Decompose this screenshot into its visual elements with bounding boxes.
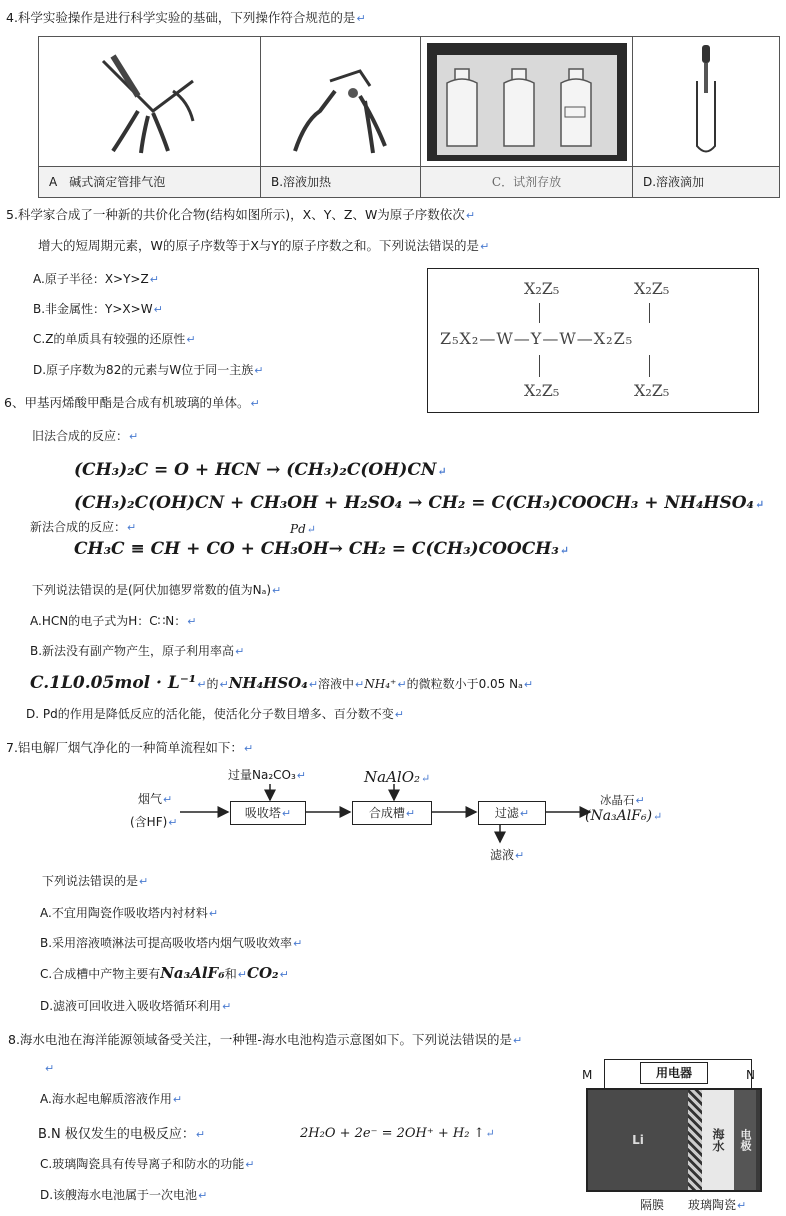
structure-top-right: X₂Z₅ — [634, 279, 670, 298]
q7-filter-box: 过滤↵ — [478, 801, 546, 825]
bond-top-left — [539, 303, 540, 323]
q8-option-b: B.N 极仅发生的电极反应：↵ — [38, 1127, 206, 1142]
q6-option-d: D. Pd的作用是降低反应的活化能，使活化分子数目增多、百分数不变↵ — [26, 707, 404, 721]
q7-product-formula: (Na₃AlF₆)↵ — [585, 808, 663, 824]
structure-bottom-right: X₂Z₅ — [634, 381, 670, 400]
q6-option-a: A.HCN的电子式为H：C∷N：↵ — [30, 614, 197, 628]
q7-synthesis-box: 合成槽↵ — [352, 801, 432, 825]
q7-feed-1: 过量Na₂CO₃↵ — [228, 768, 306, 782]
q7-inlet-label-1: 烟气↵ — [138, 792, 173, 806]
q6-stem: 6、甲基丙烯酸甲酯是合成有机玻璃的单体。↵ — [4, 395, 260, 410]
structure-top-left: X₂Z₅ — [524, 279, 560, 298]
bond-top-right — [649, 303, 650, 323]
q6-question: 下列说法错误的是(阿伏加德罗常数的值为Nₐ)↵ — [32, 583, 282, 597]
battery-body — [586, 1088, 762, 1192]
q7-option-a: A.不宜用陶瓷作吸收塔内衬材料↵ — [40, 906, 219, 920]
q6-equation-1: (CH₃)₂C = O + HCN → (CH₃)₂C(OH)CN↵ — [74, 460, 447, 480]
q5-structure-diagram — [427, 268, 759, 413]
bond-bottom-right — [649, 355, 650, 377]
q4-option-b-cell — [261, 37, 421, 197]
q6-old-label: 旧法合成的反应：↵ — [32, 429, 139, 443]
membrane-label: 隔膜 — [640, 1198, 665, 1212]
q7-option-b: B.采用溶液喷淋法可提高吸收塔内烟气吸收效率↵ — [40, 936, 303, 950]
reagent-bottles-illustration — [425, 41, 629, 163]
q6-equation-3: CH₃C ≡ CH + CO + CH₃OH→ CH₂ = C(CH₃)COOCH₃↵ — [74, 539, 569, 559]
q5-stem-line1: 5.科学家合成了一种新的共价化合物(结构如图所示)，X、Y、Z、W为原子序数依次↵ — [6, 207, 476, 222]
q7-filtrate-label: 滤液↵ — [490, 848, 525, 862]
q4-caption-a: A 碱式滴定管排气泡 — [39, 166, 260, 197]
ceramic-label: 玻璃陶瓷↵ — [688, 1198, 747, 1212]
q7-product-label: 冰晶石↵ — [600, 793, 645, 807]
q6-equation-2: (CH₃)₂C(OH)CN + CH₃OH + H₂SO₄ → CH₂ = C(CH₃)COOCH₃ + NH₄HSO₄↵ — [74, 493, 765, 513]
structure-middle: Z₅X₂—W—Y—W—X₂Z₅ — [440, 329, 634, 348]
q4-caption-d: D.溶液滴加 — [633, 166, 779, 197]
q8-option-c: C.玻璃陶瓷具有传导离子和防水的功能↵ — [40, 1157, 255, 1171]
solution-heating-illustration — [265, 41, 417, 163]
q7-option-d: D.滤液可回收进入吸收塔循环利用↵ — [40, 999, 232, 1013]
q5-stem-line2: 增大的短周期元素，W的原子序数等于X与Y的原子序数之和。下列说法错误的是↵ — [38, 238, 490, 253]
appliance-box: 用电器 — [640, 1062, 708, 1084]
terminal-n-label: N — [746, 1068, 755, 1082]
q8-option-a: A.海水起电解质溶液作用↵ — [40, 1092, 183, 1106]
q5-option-b: B.非金属性：Y>X>W↵ — [33, 302, 163, 316]
q4-image-strip — [38, 36, 780, 198]
q6-option-c: C.1L0.05mol · L⁻¹↵的↵NH₄HSO₄↵溶液中↵NH₄⁺↵的微粒数小于0.05 Nₐ↵ — [30, 673, 534, 693]
seawater-region: 海水 — [702, 1090, 734, 1190]
structure-bottom-left: X₂Z₅ — [524, 381, 560, 400]
q4-caption-c: C．试剂存放 — [421, 166, 632, 197]
q4-option-a-cell — [39, 37, 261, 197]
q7-stem: 7.铝电解厂烟气净化的一种简单流程如下：↵ — [6, 740, 254, 755]
q4-option-c-cell — [421, 37, 633, 197]
q6-catalyst: Pd↵ — [290, 522, 316, 536]
q7-feed-2: NaAlO₂↵ — [364, 768, 431, 786]
q5-option-d: D.原子序数为82的元素与W位于同一主族↵ — [33, 363, 264, 377]
membrane-layer — [688, 1090, 702, 1190]
burette-bubble-illustration — [43, 41, 257, 163]
q8-empty-line: ↵ — [45, 1062, 55, 1075]
q8-option-d: D.该艘海水电池属于一次电池↵ — [40, 1188, 208, 1202]
q8-stem: 8.海水电池在海洋能源领域备受关注，一种锂-海水电池构造示意图如下。下列说法错误的是↵ — [8, 1032, 523, 1047]
electrode-region: 电极 — [734, 1090, 756, 1190]
q7-question: 下列说法错误的是↵ — [42, 874, 149, 888]
lithium-electrode: Li — [588, 1090, 688, 1190]
terminal-m-label: M — [582, 1068, 593, 1082]
q7-absorber-box: 吸收塔↵ — [230, 801, 306, 825]
q5-option-c: C.Z的单质具有较强的还原性↵ — [33, 332, 196, 346]
dropper-test-tube-illustration — [637, 41, 775, 163]
q4-stem: 4.科学实验操作是进行科学实验的基础，下列操作符合规范的是↵ — [6, 10, 366, 25]
q8-option-b-equation: 2H₂O + 2e⁻ = 2OH⁺ + H₂ ↑↵ — [300, 1126, 495, 1141]
q4-caption-b: B.溶液加热 — [261, 166, 420, 197]
q8-battery-diagram — [582, 1058, 772, 1216]
q7-option-c: C.合成槽中产物主要有Na₃AlF₆和↵CO₂↵ — [40, 964, 289, 982]
q4-option-d-cell — [633, 37, 779, 197]
q7-inlet-label-2: (含HF)↵ — [130, 815, 178, 829]
bond-bottom-left — [539, 355, 540, 377]
q6-option-b: B.新法没有副产物产生，原子利用率高↵ — [30, 644, 245, 658]
q6-new-label: 新法合成的反应：↵ — [30, 520, 137, 534]
q5-option-a: A.原子半径：X>Y>Z↵ — [33, 272, 159, 286]
